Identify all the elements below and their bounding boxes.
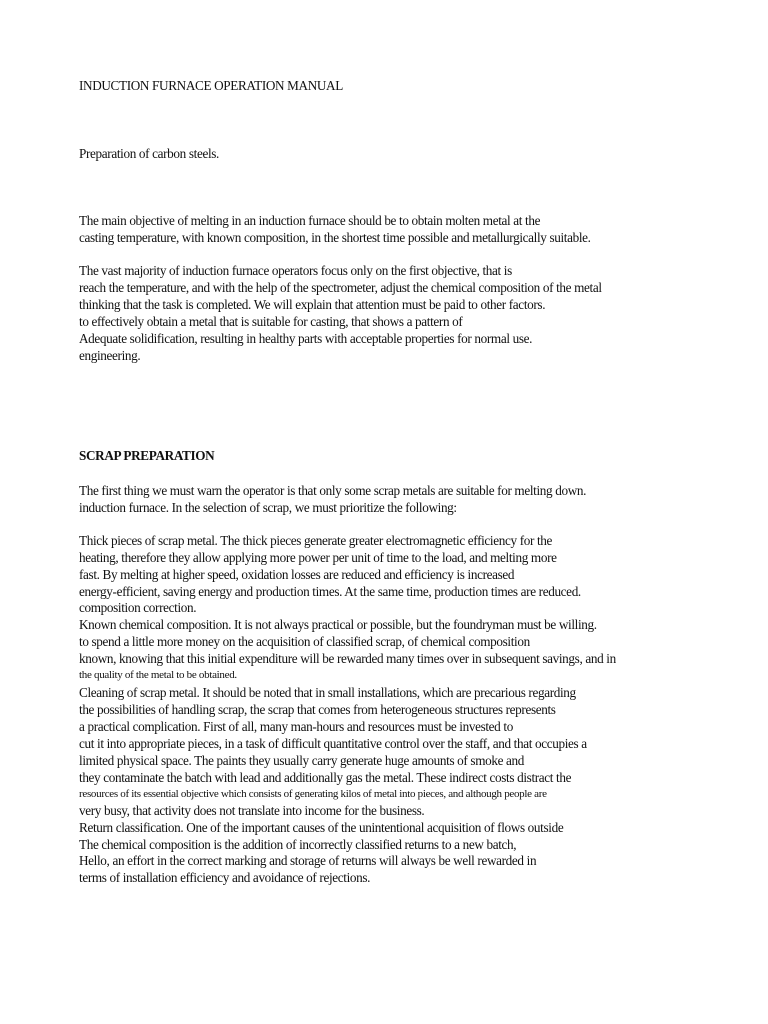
text-line: fast. By melting at higher speed, oxidation losses are reduced and efficiency is increased (79, 567, 515, 582)
text-line: very busy, that activity does not translate into income for the business. (79, 803, 425, 818)
section-heading: SCRAP PREPARATION (79, 448, 215, 463)
text-line: resources of its essential objective which consists of generating kilos of metal into pieces, and although people are (79, 788, 547, 800)
text-line: heating, therefore they allow applying more power per unit of time to the load, and melting more (79, 550, 557, 565)
text-line: Return classification. One of the important causes of the unintentional acquisition of flows outside (79, 820, 564, 835)
text-line: Known chemical composition. It is not always practical or possible, but the foundryman must be willing. (79, 617, 597, 632)
text-line: known, knowing that this initial expenditure will be rewarded many times over in subsequent savings, and in (79, 651, 616, 666)
text-line: The main objective of melting in an induction furnace should be to obtain molten metal at the (79, 213, 541, 228)
text-line: limited physical space. The paints they usually carry generate huge amounts of smoke and (79, 753, 525, 768)
text-line: The vast majority of induction furnace operators focus only on the first objective, that is (79, 263, 512, 278)
text-line: to effectively obtain a metal that is suitable for casting, that shows a pattern of (79, 314, 463, 329)
text-line: The first thing we must warn the operator is that only some scrap metals are suitable for melting down. (79, 483, 587, 498)
text-line: the possibilities of handling scrap, the scrap that comes from heterogeneous structures represents (79, 702, 556, 717)
text-line: reach the temperature, and with the help of the spectrometer, adjust the chemical composition of the metal (79, 280, 602, 295)
text-line: Hello, an effort in the correct marking and storage of returns will always be well rewarded in (79, 853, 537, 868)
text-line: cut it into appropriate pieces, in a task of difficult quantitative control over the staff, and that occupies a (79, 736, 587, 751)
text-line: energy-efficient, saving energy and production times. At the same time, production times are reduced. (79, 584, 581, 599)
text-line: casting temperature, with known composition, in the shortest time possible and metallurgically suitable. (79, 230, 591, 245)
text-line: they contaminate the batch with lead and additionally gas the metal. These indirect costs distract the (79, 770, 572, 785)
text-line: Cleaning of scrap metal. It should be noted that in small installations, which are precarious regarding (79, 685, 576, 700)
text-line: a practical complication. First of all, many man-hours and resources must be invested to (79, 719, 513, 734)
text-line: the quality of the metal to be obtained. (79, 669, 237, 681)
text-line: thinking that the task is completed. We will explain that attention must be paid to other factors. (79, 297, 546, 312)
text-line: composition correction. (79, 600, 197, 615)
text-line: induction furnace. In the selection of scrap, we must prioritize the following: (79, 500, 457, 515)
text-line: Thick pieces of scrap metal. The thick pieces generate greater electromagnetic efficiency for the (79, 533, 553, 548)
text-line: terms of installation efficiency and avoidance of rejections. (79, 870, 371, 885)
text-line: to spend a little more money on the acquisition of classified scrap, of chemical composition (79, 634, 530, 649)
text-line: The chemical composition is the addition of incorrectly classified returns to a new batch, (79, 837, 517, 852)
document-subtitle: Preparation of carbon steels. (79, 146, 219, 161)
document-page (79, 0, 679, 1024)
text-line: Adequate solidification, resulting in healthy parts with acceptable properties for normal use. (79, 331, 533, 346)
text-line: engineering. (79, 348, 141, 363)
document-title: INDUCTION FURNACE OPERATION MANUAL (79, 78, 343, 93)
